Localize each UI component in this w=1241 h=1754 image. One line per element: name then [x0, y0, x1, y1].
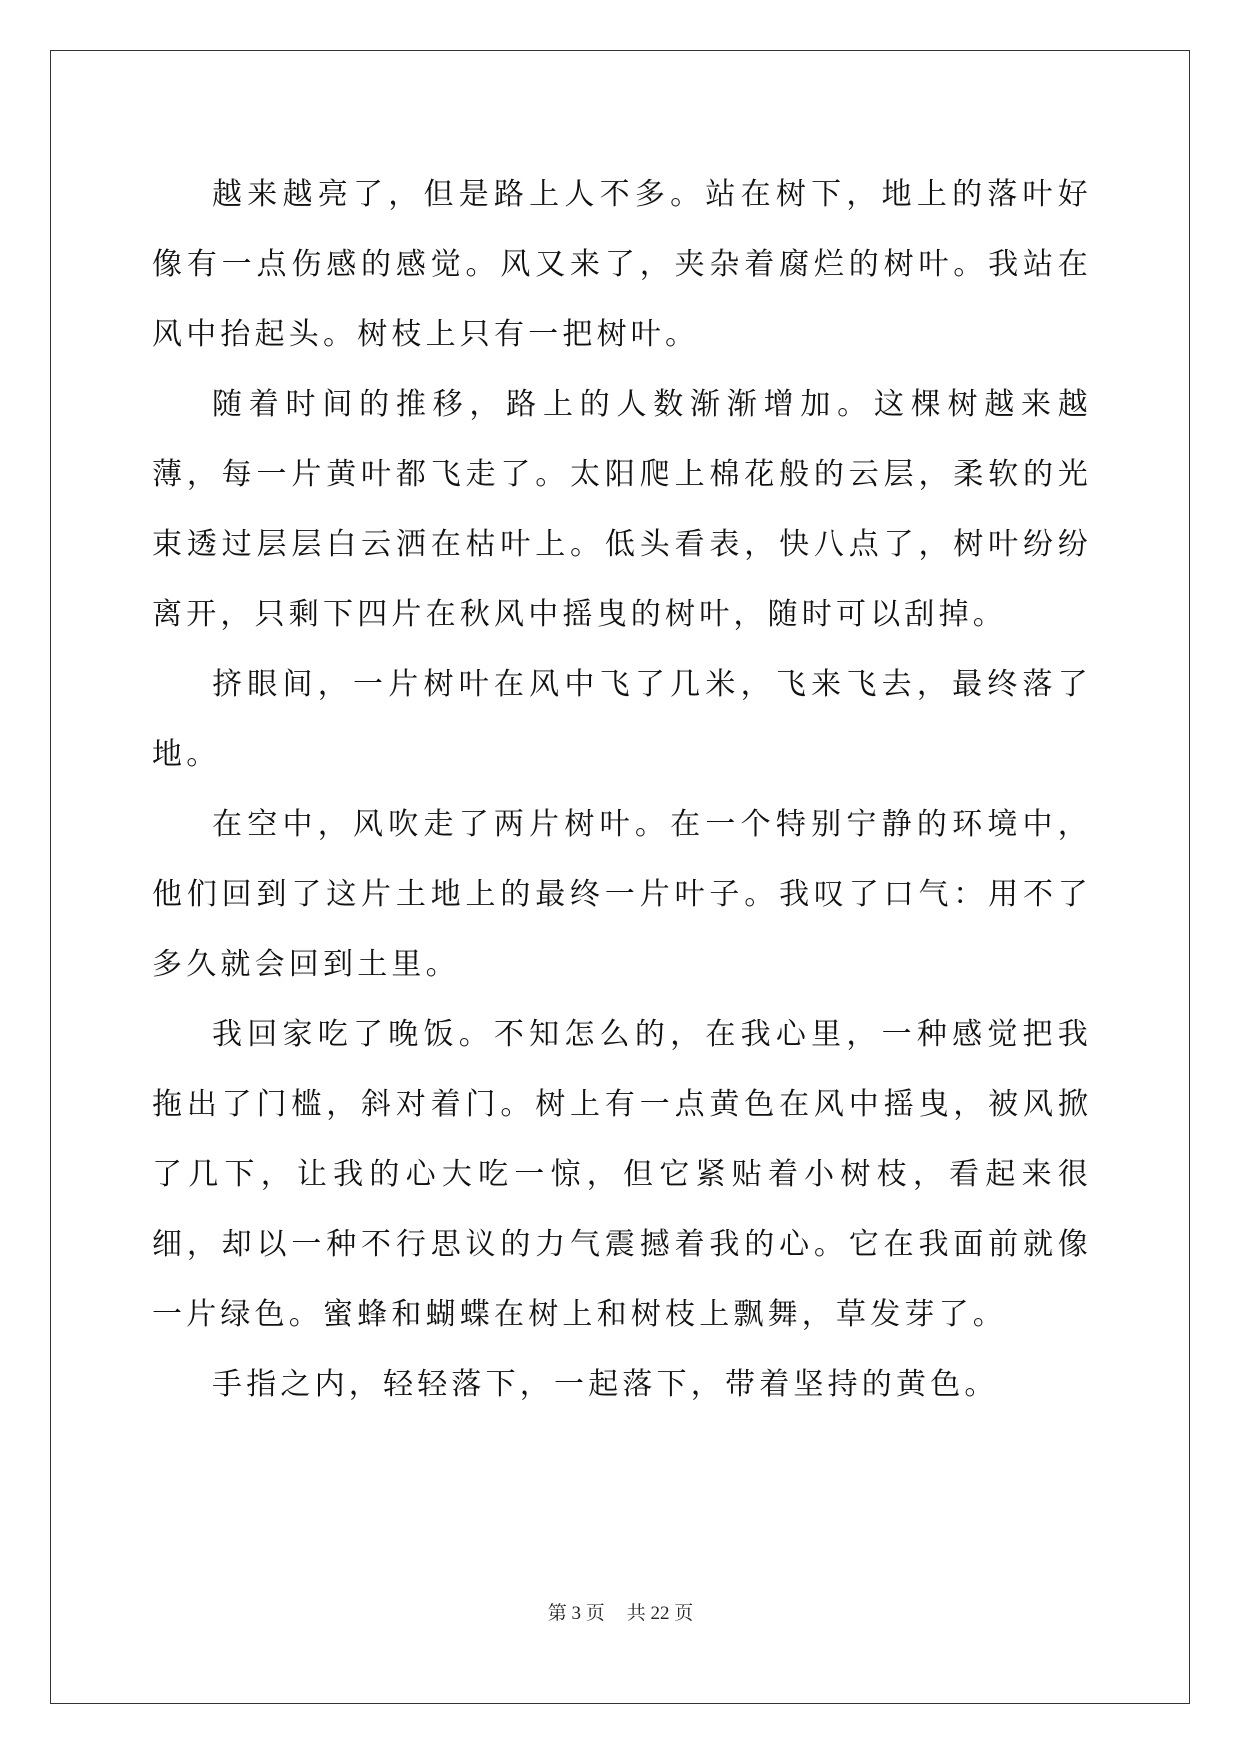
- page-total: 共 22 页: [626, 1603, 694, 1624]
- document-body: [152, 160, 1092, 1420]
- paragraph-4: 在空中，风吹走了两片树叶。在一个特别宁静的环境中，他们回到了这片土地上的最终一片叶子。我叹了口气：用不了多久就会回到土里。: [152, 807, 1092, 982]
- paragraph-6: 手指之内，轻轻落下，一起落下，带着坚持的黄色。: [212, 1367, 999, 1402]
- paragraph-5: 我回家吃了晚饭。不知怎么的，在我心里，一种感觉把我拖出了门槛，斜对着门。树上有一点黄色在风中摇曳，被风掀了几下，让我的心大吃一惊，但它紧贴着小树枝，看起来很细，却以一种不行思议的力气震撼着我的心。它在我面前就像一片绿色。蜜蜂和蝴蝶在树上和树枝上飘舞，草发芽了。: [152, 1017, 1092, 1332]
- paragraph-1: 越来越亮了，但是路上人不多。站在树下，地上的落叶好像有一点伤感的感觉。风又来了，夹杂着腐烂的树叶。我站在风中抬起头。树枝上只有一把树叶。: [152, 177, 1092, 352]
- page-number: 第 3 页: [547, 1603, 605, 1624]
- paragraph-3: 挤眼间，一片树叶在风中飞了几米，飞来飞去，最终落了地。: [152, 667, 1092, 772]
- page-footer: [0, 1598, 1241, 1625]
- paragraph-2: 随着时间的推移，路上的人数渐渐增加。这棵树越来越薄，每一片黄叶都飞走了。太阳爬上棉花般的云层，柔软的光束透过层层白云洒在枯叶上。低头看表，快八点了，树叶纷纷离开，只剩下四片在秋风中摇曳的树叶，随时可以刮掉。: [152, 387, 1092, 632]
